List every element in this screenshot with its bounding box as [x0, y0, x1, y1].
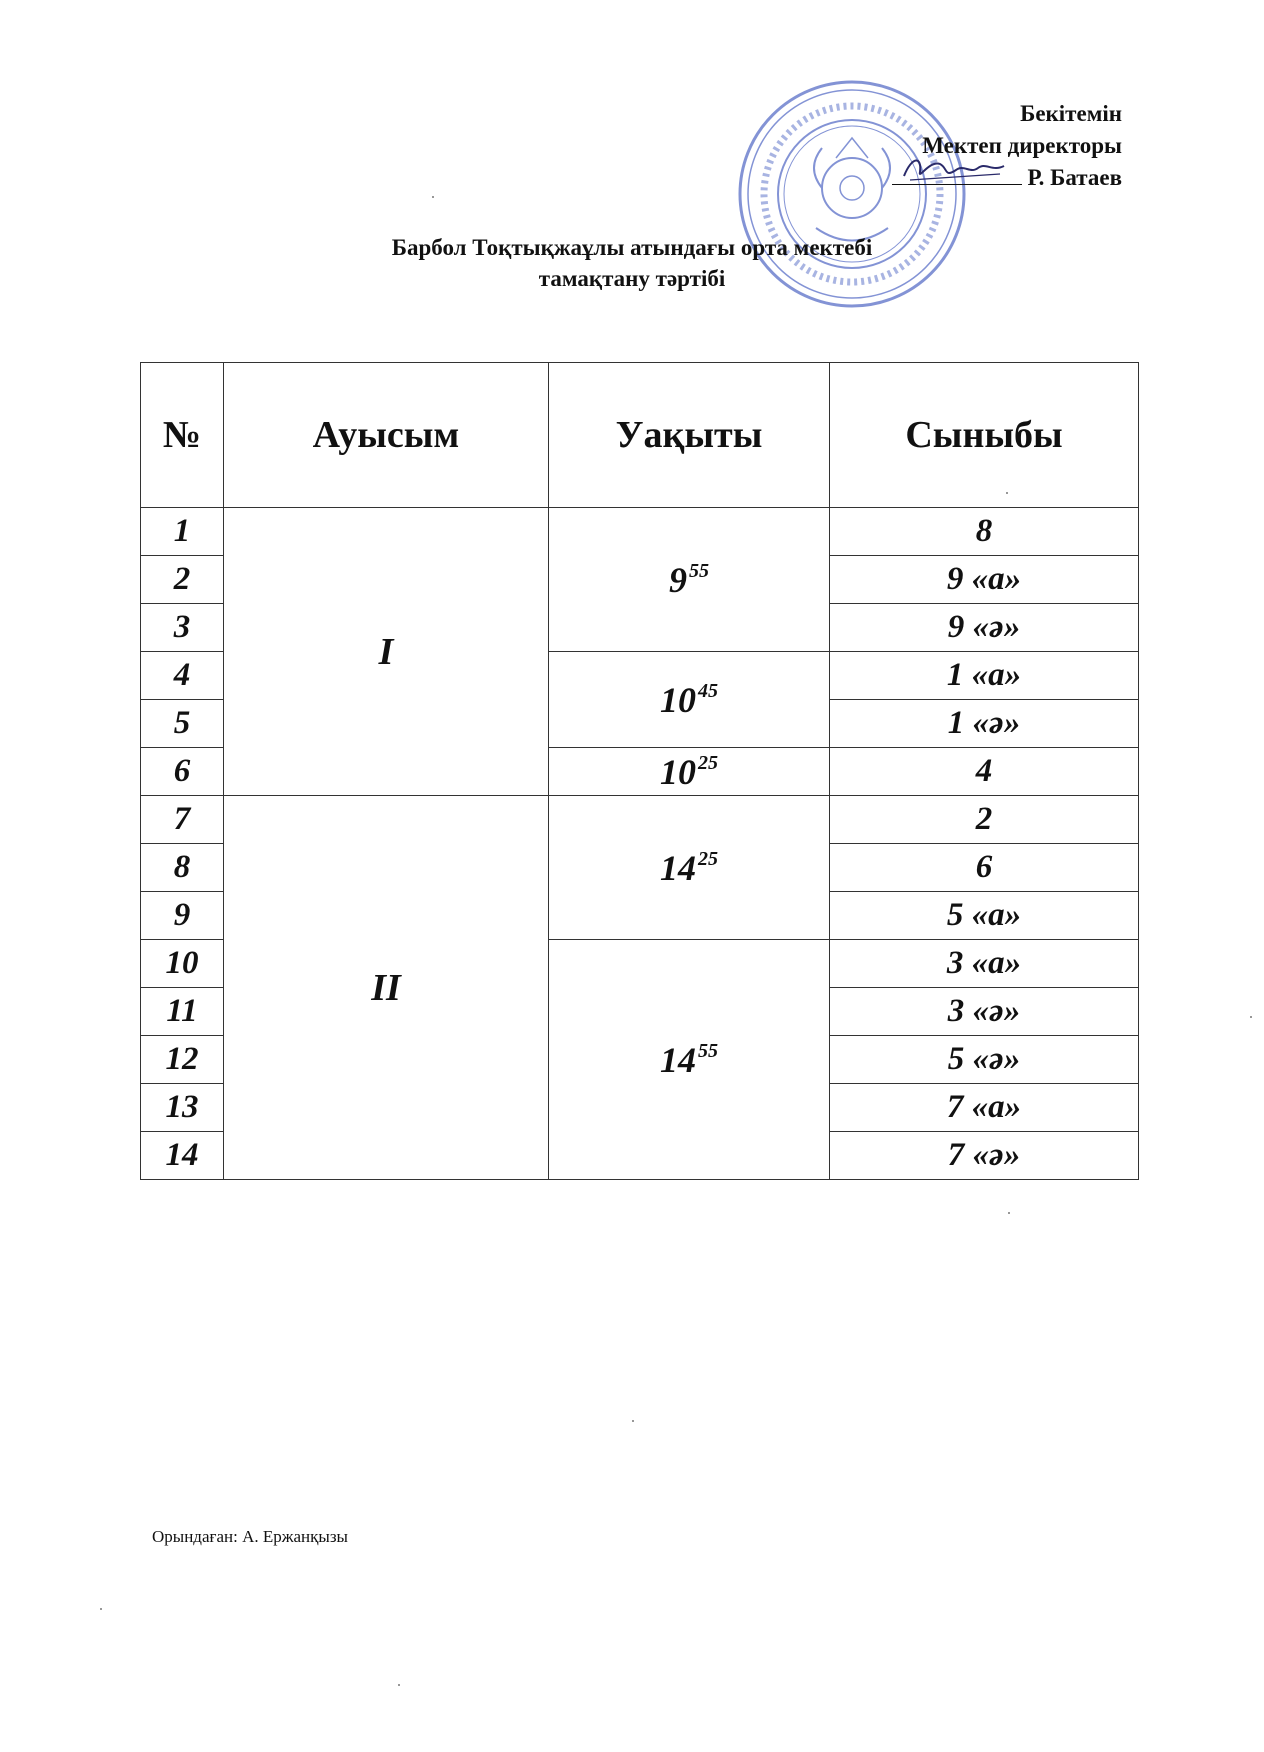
signature-field: [892, 162, 1022, 185]
scan-speck: [1006, 492, 1008, 494]
time-cell: [549, 940, 830, 1180]
time-cell: [549, 796, 830, 940]
class-cell: 1 «ә»: [830, 700, 1139, 748]
class-cell: 6: [830, 844, 1139, 892]
scan-speck: [398, 1684, 400, 1686]
scan-speck: [100, 1608, 102, 1610]
approval-signature-line: [892, 162, 1122, 194]
title-subject: тамақтану тәртібі: [538, 266, 726, 291]
row-number: 11: [141, 988, 224, 1036]
time-minute: 25: [698, 751, 718, 774]
scan-speck: [632, 1420, 634, 1422]
prepared-by-name: А. Ержанқызы: [242, 1527, 348, 1546]
class-cell: 3 «ә»: [830, 988, 1139, 1036]
scan-speck: [1250, 1016, 1252, 1018]
row-number: 4: [141, 652, 224, 700]
class-cell: 2: [830, 796, 1139, 844]
prepared-by-label: Орындаған:: [152, 1527, 238, 1546]
class-cell: 1 «а»: [830, 652, 1139, 700]
approval-position: Мектеп директоры: [922, 133, 1122, 158]
prepared-by: [152, 1527, 348, 1547]
row-number: 8: [141, 844, 224, 892]
time-minute: 25: [698, 847, 718, 870]
table-header-row: [141, 363, 1139, 508]
row-number: 2: [141, 556, 224, 604]
director-name: Р. Батаев: [1027, 165, 1122, 190]
class-cell: 5 «а»: [830, 892, 1139, 940]
row-number: 7: [141, 796, 224, 844]
class-cell: 3 «а»: [830, 940, 1139, 988]
row-number: 5: [141, 700, 224, 748]
scan-speck: [432, 196, 434, 198]
time-minute: 55: [698, 1039, 718, 1062]
shift-cell: II: [224, 796, 549, 1180]
row-number: 10: [141, 940, 224, 988]
class-cell: 9 «а»: [830, 556, 1139, 604]
time-hour: 9: [669, 559, 687, 600]
row-number: 12: [141, 1036, 224, 1084]
row-number: 3: [141, 604, 224, 652]
class-cell: 4: [830, 748, 1139, 796]
row-number: 13: [141, 1084, 224, 1132]
header-number: №: [141, 363, 224, 508]
time-minute: 45: [698, 679, 718, 702]
time-hour: 10: [660, 679, 696, 720]
header-shift: Ауысым: [224, 363, 549, 508]
time-cell: [549, 508, 830, 652]
table-row: [141, 508, 1139, 556]
title-school: Барбол Тоқтықжаұлы атындағы орта мектебі: [391, 235, 873, 260]
approval-block: [892, 98, 1122, 194]
row-number: 1: [141, 508, 224, 556]
class-cell: 7 «а»: [830, 1084, 1139, 1132]
class-cell: 7 «ә»: [830, 1132, 1139, 1180]
row-number: 14: [141, 1132, 224, 1180]
class-cell: 5 «ә»: [830, 1036, 1139, 1084]
meal-schedule-table: [140, 362, 1139, 1180]
shift-cell: I: [224, 508, 549, 796]
document-title: [0, 232, 1264, 294]
time-cell: [549, 652, 830, 748]
signature-icon: [900, 150, 1010, 186]
class-cell: 9 «ә»: [830, 604, 1139, 652]
time-hour: 14: [660, 847, 696, 888]
class-cell: 8: [830, 508, 1139, 556]
row-number: 6: [141, 748, 224, 796]
header-time: Уақыты: [549, 363, 830, 508]
approval-heading: Бекітемін: [1020, 101, 1122, 126]
header-class: Сыныбы: [830, 363, 1139, 508]
row-number: 9: [141, 892, 224, 940]
time-minute: 55: [689, 559, 709, 582]
time-hour: 14: [660, 1039, 696, 1080]
table-row: [141, 796, 1139, 844]
scan-speck: [1008, 1212, 1010, 1214]
time-cell: [549, 748, 830, 796]
time-hour: 10: [660, 751, 696, 792]
